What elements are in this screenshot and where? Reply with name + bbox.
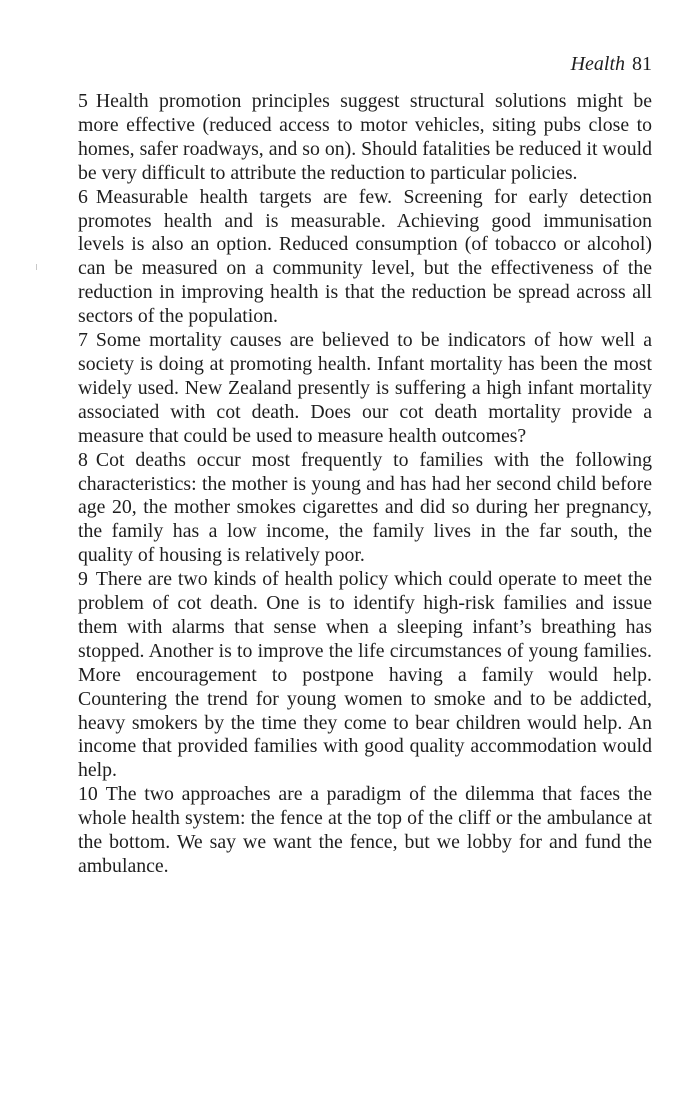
paragraph-number: 6 <box>78 185 88 208</box>
paragraph-number: 5 <box>78 90 88 112</box>
section-title: Health <box>570 53 625 75</box>
paragraph-6 <box>78 186 652 329</box>
paragraph-text: There are two kinds of health policy which could operate to meet the problem of cot death. One is to identify high-risk families and issue them with alarms that sense when a sleeping infant’s breathing has stopped. Another is to improve the life circumstances of young families. More encouragement to postpone having a family would help. Countering the trend for young women to smoke and to be addicted, heavy smokers by the time they come to bear children would help. An income that provided families with good quality accommodation would help. <box>78 568 652 782</box>
paragraph-10 <box>78 783 652 879</box>
margin-mark <box>36 264 37 270</box>
paragraph-8 <box>78 449 652 569</box>
paragraph-9 <box>78 568 652 783</box>
paragraph-7 <box>78 329 652 449</box>
paragraph-text: Measurable health targets are few. Screening for early detection promotes health and is measurable. Achieving good immunisation levels is also an option. Reduced consumption (of tobacco or alcohol) can be measured on a community level, but the effectiveness of the reduction in improving health is that the reduction be spread across all sectors of the population. <box>78 185 652 328</box>
running-head <box>571 52 652 76</box>
paragraph-text: The two approaches are a paradigm of the dilemma that faces the whole health system: the fence at the top of the cliff or the ambulance at the bottom. We say we want the fence, but we lobby for and fund the ambulance. <box>78 783 652 877</box>
paragraph-text: Cot deaths occur most frequently to families with the following characteristics: the mother is young and has had her second child before age 20, the mother smokes cigarettes and did so during her pregnancy, the family has a low income, the family lives in the far south, the quality of housing is relatively poor. <box>78 448 652 567</box>
paragraph-number: 10 <box>78 783 98 806</box>
paragraph-text: Some mortality causes are believed to be indicators of how well a society is doing at promoting health. Infant mortality has been the most widely used. New Zealand presently is suffering a high infant mortality associated with cot death. Does our cot death mortality provide a measure that could be used to measure health outcomes? <box>78 329 652 447</box>
paragraph-5 <box>78 90 652 186</box>
page-number: 81 <box>632 53 652 75</box>
paragraph-number: 9 <box>78 568 88 591</box>
body-text <box>78 90 652 879</box>
paragraph-number: 7 <box>78 329 88 352</box>
paragraph-number: 8 <box>78 448 88 471</box>
paragraph-text: Health promotion principles suggest structural solutions might be more effective (reduced access to motor vehicles, siting pubs close to homes, safer roadways, and so on). Should fatalities be reduced it would be very difficult to attribute the reduction to particular policies. <box>78 90 652 184</box>
